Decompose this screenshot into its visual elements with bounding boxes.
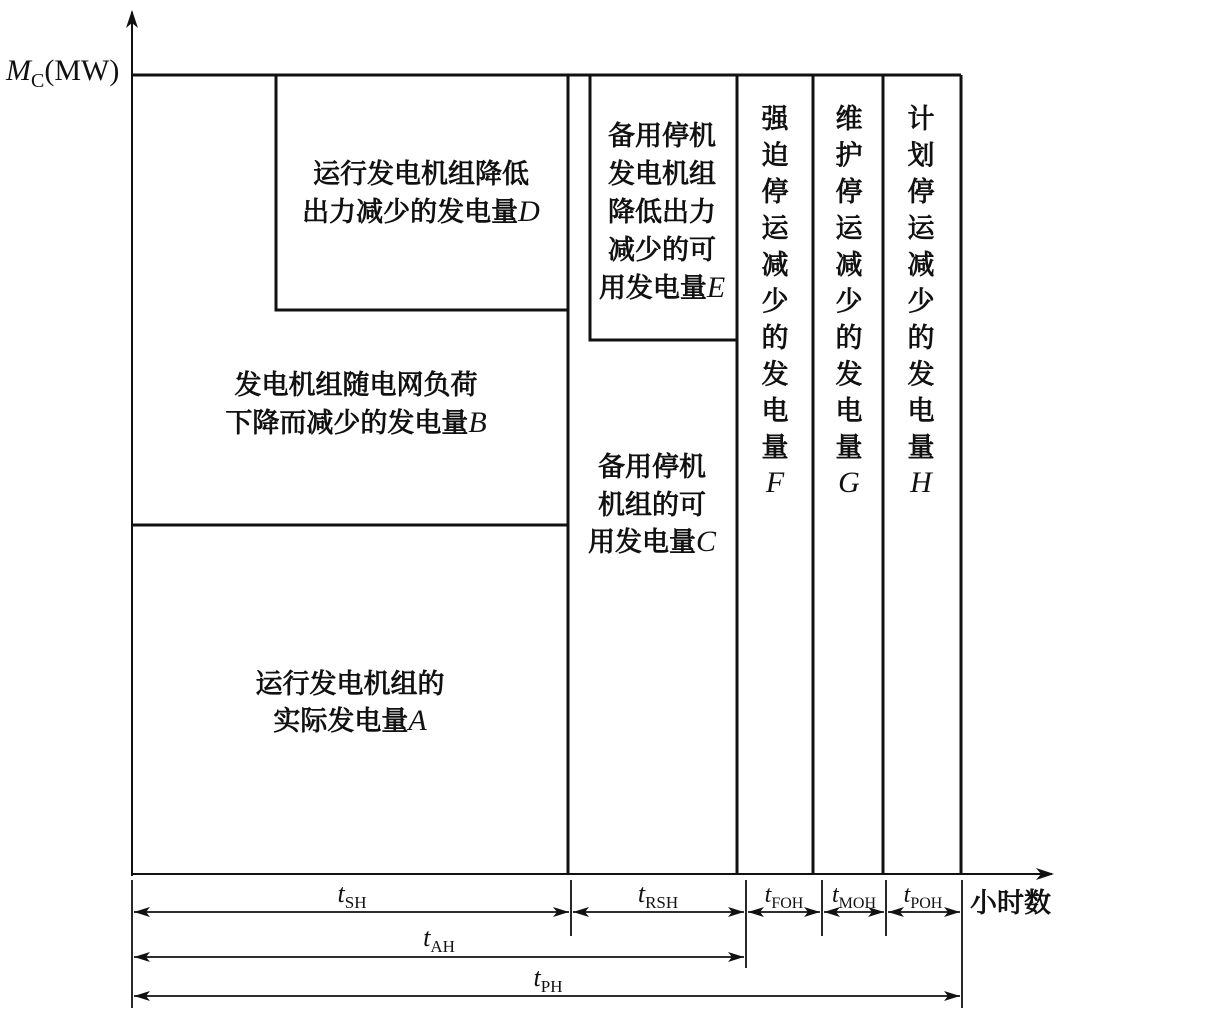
vertical-char: 迫 — [761, 140, 789, 172]
vertical-char: 强 — [761, 104, 789, 135]
interval-foh-label: $t_{FOH}$ — [764, 882, 804, 912]
region-h — [908, 104, 936, 499]
vertical-char: 发 — [761, 359, 789, 391]
svg-text:运行发电机组降低: 运行发电机组降低 — [313, 159, 529, 190]
svg-text:下降而减少的发电量B: 下降而减少的发电量B — [225, 406, 487, 439]
region-d — [302, 158, 540, 228]
svg-text:用发电量C: 用发电量C — [587, 525, 717, 558]
vertical-char: 的 — [835, 323, 863, 354]
vertical-char: 减 — [907, 250, 935, 281]
vertical-char: 停 — [761, 177, 789, 208]
svg-text:降低出力: 降低出力 — [608, 197, 716, 228]
x-axis-label: 小时数 — [970, 888, 1051, 919]
vertical-char: 电 — [835, 396, 863, 427]
vertical-char: 护 — [835, 140, 863, 172]
svg-text:运行发电机组的: 运行发电机组的 — [255, 669, 445, 700]
interval-moh-label: $t_{MOH}$ — [831, 882, 877, 912]
region-c — [588, 451, 717, 558]
svg-text:实际发电量A: 实际发电量A — [273, 704, 427, 737]
vertical-char: 划 — [907, 140, 935, 172]
vertical-char: 电 — [907, 396, 935, 427]
vertical-char: 减 — [761, 250, 789, 281]
vertical-char: 运 — [835, 213, 863, 245]
vertical-char: 量 — [907, 432, 935, 464]
interval-poh-label: $t_{POH}$ — [903, 882, 943, 912]
y-axis-label: $M_C(MW)$ — [6, 54, 120, 92]
interval-rsh-label: $t_{RSH}$ — [637, 879, 679, 912]
region-variable: G — [838, 466, 860, 499]
vertical-char: 停 — [907, 177, 935, 208]
region-e — [599, 120, 725, 304]
region-f — [761, 104, 790, 499]
interval-ph-label: $t_{PH}$ — [533, 963, 563, 996]
vertical-char: 的 — [761, 323, 789, 354]
interval-sh-label: $t_{SH}$ — [337, 879, 367, 912]
vertical-char: 的 — [907, 323, 935, 354]
interval-ah-label: $t_{AH}$ — [423, 923, 455, 956]
region-variable: H — [910, 466, 932, 499]
vertical-char: 维 — [835, 104, 863, 135]
vertical-char: 运 — [761, 213, 789, 245]
svg-text:备用停机: 备用停机 — [608, 121, 716, 152]
vertical-char: 少 — [835, 286, 863, 318]
vertical-char: 停 — [835, 177, 863, 208]
vertical-char: 发 — [835, 359, 863, 391]
vertical-char: 量 — [835, 432, 863, 464]
svg-text:备用停机: 备用停机 — [598, 452, 706, 483]
region-g — [836, 103, 864, 499]
vertical-char: 计 — [907, 104, 935, 135]
svg-text:发电机组: 发电机组 — [608, 159, 716, 190]
svg-text:发电机组随电网负荷: 发电机组随电网负荷 — [234, 370, 478, 401]
vertical-char: 运 — [907, 213, 935, 245]
vertical-char: 少 — [761, 286, 789, 318]
region-variable: F — [765, 466, 785, 499]
svg-text:机组的可: 机组的可 — [598, 490, 706, 521]
vertical-char: 减 — [835, 250, 863, 281]
vertical-char: 发 — [907, 359, 935, 391]
svg-text:用发电量E: 用发电量E — [598, 271, 726, 304]
region-a — [256, 668, 445, 737]
svg-text:减少的可: 减少的可 — [608, 235, 716, 266]
boundary-region-d — [276, 75, 568, 310]
svg-text:出力减少的发电量D: 出力减少的发电量D — [302, 195, 540, 228]
region-b — [225, 369, 486, 439]
vertical-char: 少 — [907, 286, 935, 318]
vertical-char: 电 — [761, 396, 789, 427]
vertical-char: 量 — [761, 432, 789, 464]
